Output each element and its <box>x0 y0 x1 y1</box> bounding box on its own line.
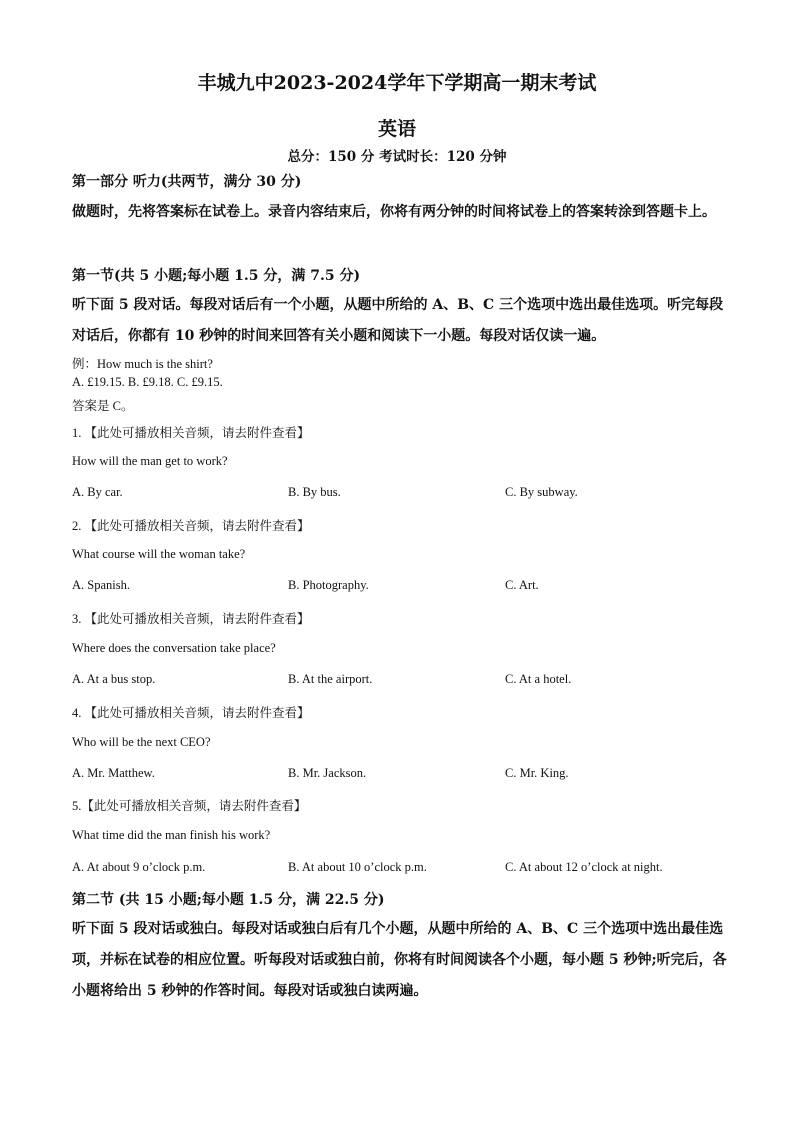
question-5-number: 5.【此处可播放相关音频，请去附件查看】 <box>72 799 307 813</box>
question-5-option-c: C. At about 12 o’clock at night. <box>505 860 663 874</box>
question-1-option-b: B. By bus. <box>288 485 341 499</box>
question-2-option-c: C. Art. <box>505 578 539 592</box>
question-4-text: Who will be the next CEO? <box>72 735 211 749</box>
question-2-number: 2. 【此处可播放相关音频，请去附件查看】 <box>72 519 310 533</box>
section1-heading: 第一节(共 5 小题;每小题 1.5 分，满 7.5 分) <box>72 268 361 284</box>
question-2-text: What course will the woman take? <box>72 547 246 561</box>
question-2-option-a: A. Spanish. <box>72 578 130 592</box>
question-1-text: How will the man get to work? <box>72 454 228 468</box>
exam-subject: 英语 <box>377 118 416 140</box>
question-1-number: 1. 【此处可播放相关音频，请去附件查看】 <box>72 426 310 440</box>
question-5-text: What time did the man finish his work? <box>72 828 271 842</box>
question-1-option-c: C. By subway. <box>505 485 578 499</box>
question-2-option-b: B. Photography. <box>288 578 369 592</box>
question-1-option-a: A. By car. <box>72 485 123 499</box>
part1-heading: 第一部分 听力(共两节，满分 30 分) <box>72 174 302 190</box>
question-3-option-b: B. At the airport. <box>288 672 373 686</box>
section1-intro: 听下面 5 段对话。每段对话后有一个小题，从题中所给的 A、B、C 三个选项中选出最佳选项。听完每段对话后，你都有 10 秒钟的时间来回答有关小题和阅读下一小题。每段对话仅读一遍。 <box>72 297 724 344</box>
exam-meta: 总分：150 分 考试时长：120 分钟 <box>287 149 507 165</box>
question-3-text: Where does the conversation take place? <box>72 641 276 655</box>
question-5-option-b: B. At about 10 o’clock p.m. <box>288 860 427 874</box>
section2-heading: 第二节 (共 15 小题;每小题 1.5 分，满 22.5 分) <box>72 892 385 908</box>
example-answer: 答案是 C。 <box>72 399 134 413</box>
exam-title: 丰城九中2023-2024学年下学期高一期末考试 <box>197 72 597 94</box>
question-5-option-a: A. At about 9 o’clock p.m. <box>72 860 206 874</box>
question-3-number: 3. 【此处可播放相关音频，请去附件查看】 <box>72 612 310 626</box>
question-4-option-b: B. Mr. Jackson. <box>288 766 367 780</box>
question-4-number: 4. 【此处可播放相关音频，请去附件查看】 <box>72 706 310 720</box>
example-question: 例：How much is the shirt? <box>72 357 213 371</box>
question-4-option-a: A. Mr. Matthew. <box>72 766 155 780</box>
question-4-option-c: C. Mr. King. <box>505 766 569 780</box>
section2-intro: 听下面 5 段对话或独白。每段对话或独白后有几个小题，从题中所给的 A、B、C 三个选项中选出最佳选项，并标在试卷的相应位置。听每段对话或独白前，你将有时间阅读各个小题，每小题 5 秒钟;听完后，各小题将给出 5 秒钟的作答时间。每段对话或独白读两遍。 <box>72 921 727 999</box>
part1-intro: 做题时，先将答案标在试卷上。录音内容结束后，你将有两分钟的时间将试卷上的答案转涂到答题卡上。 <box>72 204 716 220</box>
question-3-option-c: C. At a hotel. <box>505 672 572 686</box>
question-3-option-a: A. At a bus stop. <box>72 672 156 686</box>
example-options: A. £19.15. B. £9.18. C. £9.15. <box>72 375 223 389</box>
